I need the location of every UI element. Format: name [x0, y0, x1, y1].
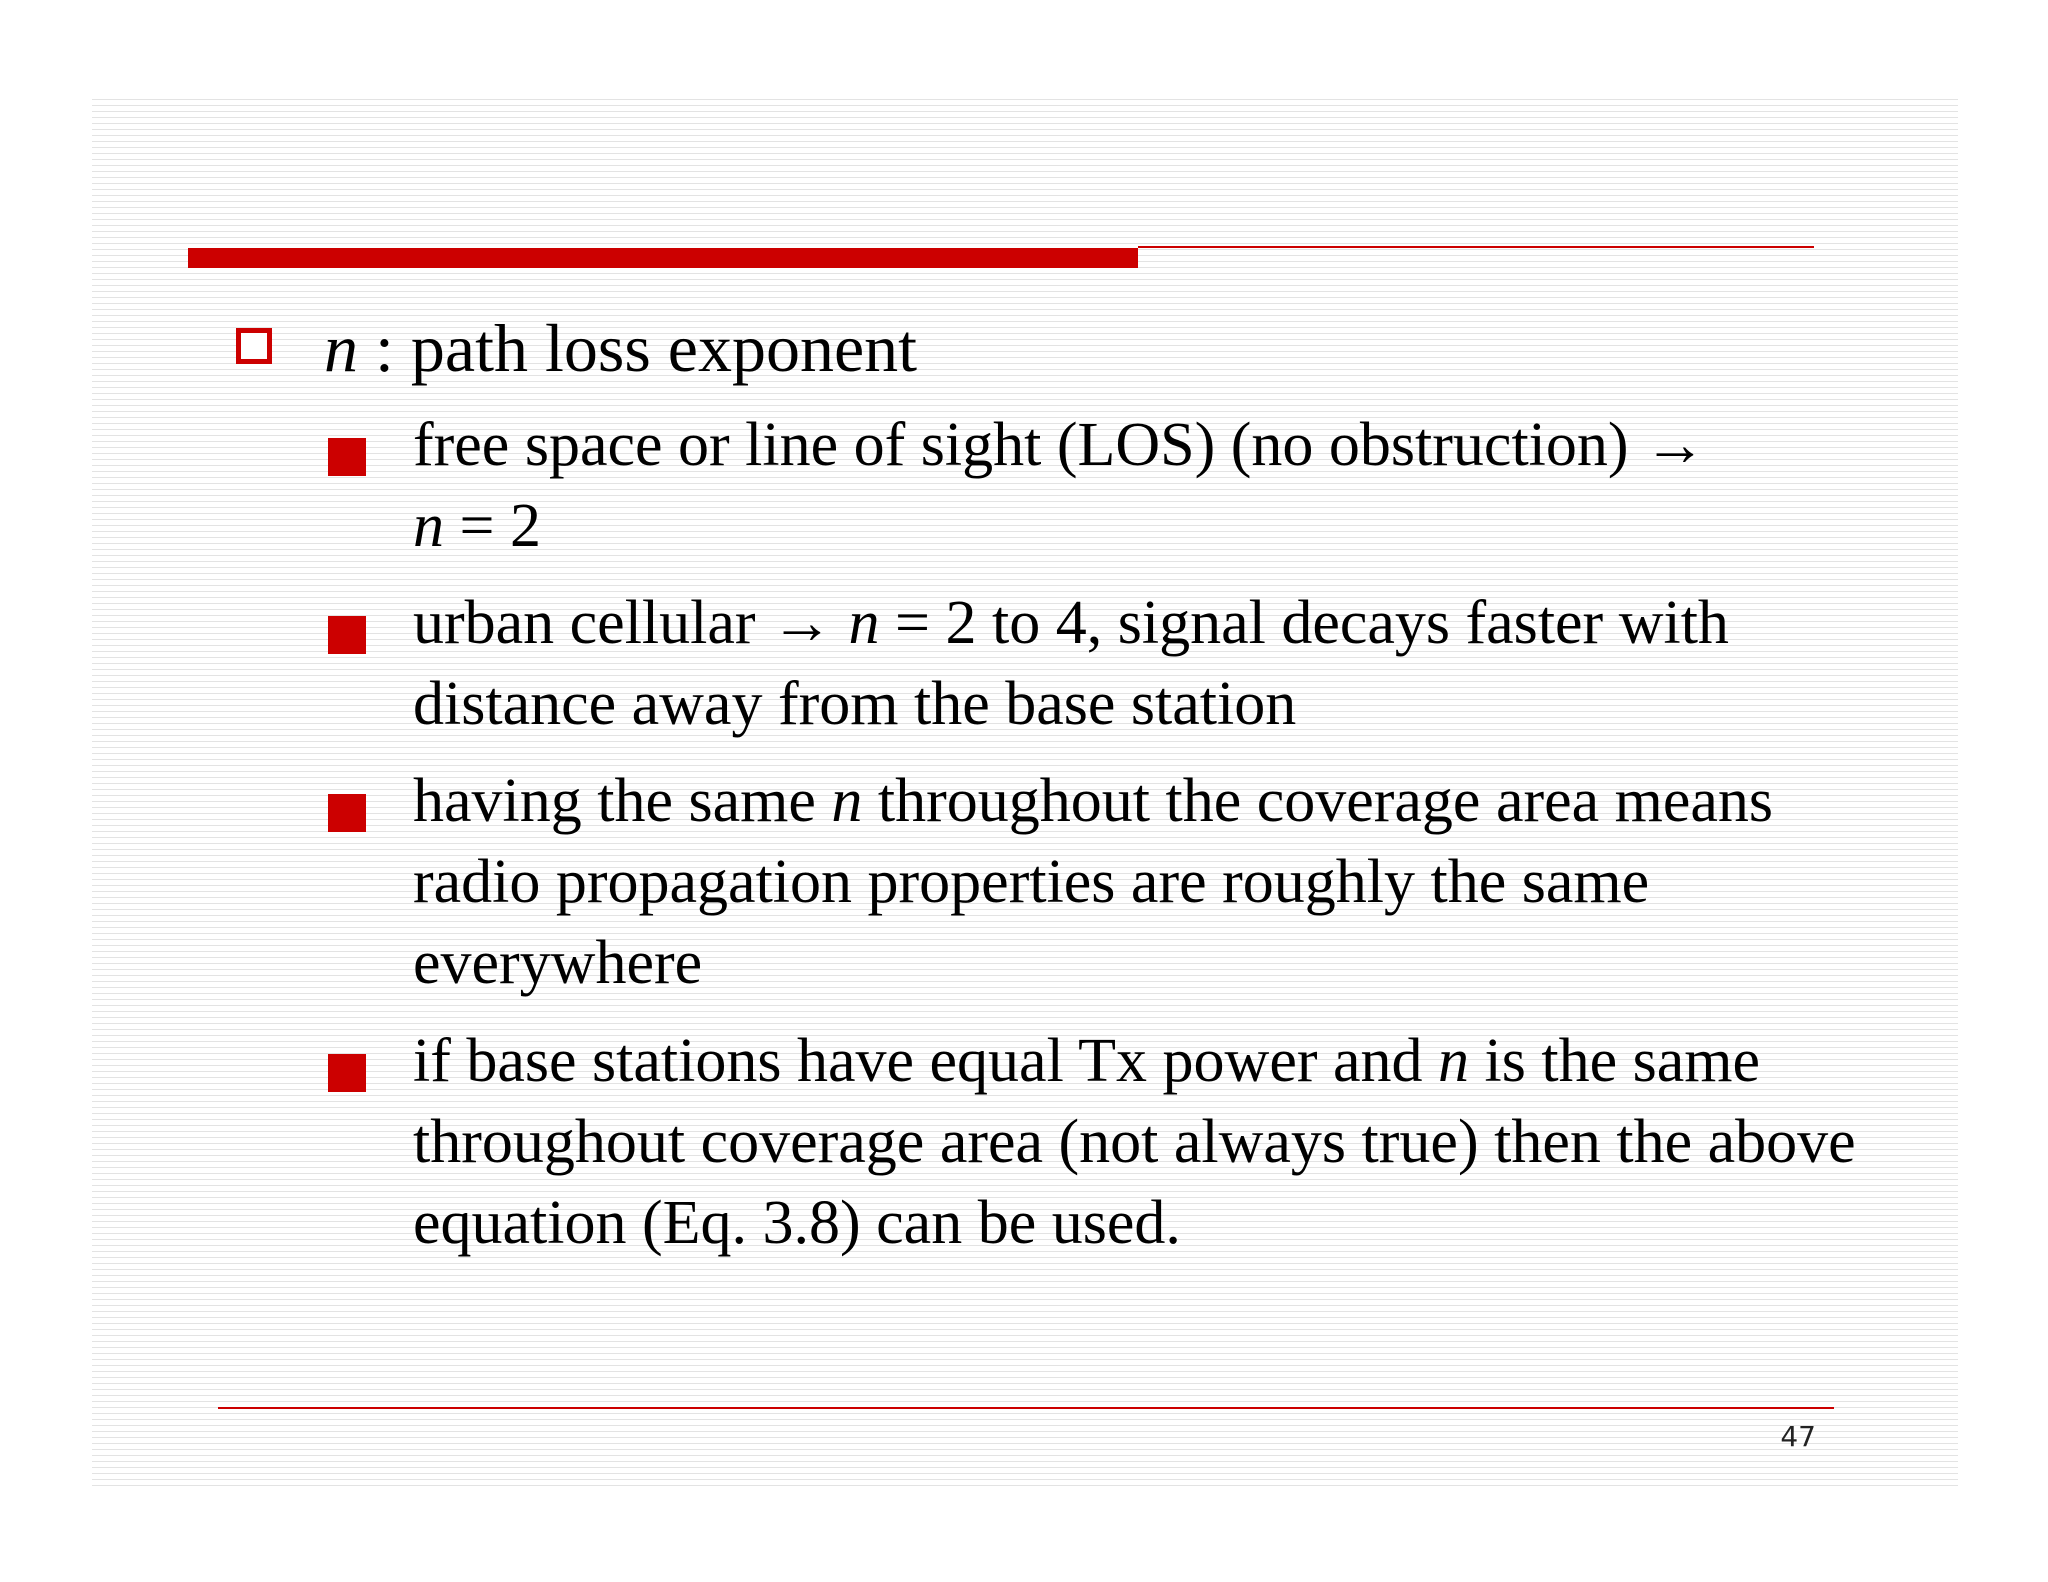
list-item-same-n — [413, 761, 1863, 1004]
item-text: urban cellular → — [413, 589, 849, 657]
footer-divider — [218, 1407, 1834, 1409]
list-item-free-space — [413, 405, 1863, 567]
variable-n: n — [1438, 1027, 1469, 1095]
variable-n: n — [831, 767, 863, 835]
item-text: is the same throughout coverage area (not always true) then the above equation (Eq. 3.8) can be used. — [413, 1027, 1856, 1257]
hollow-square-bullet-icon — [236, 328, 272, 364]
heading-text: : path loss exponent — [358, 310, 918, 386]
item-text: = 2 — [444, 492, 541, 560]
variable-n: n — [413, 492, 444, 560]
item-text: free space or line of sight (LOS) (no obstruction) → — [413, 411, 1707, 479]
slide-content — [92, 96, 1958, 1486]
item-text: throughout the coverage area means radio propagation properties are roughly the same everywhere — [413, 767, 1774, 997]
heading-bullet-text — [324, 308, 917, 388]
filled-square-bullet-icon — [328, 438, 366, 476]
filled-square-bullet-icon — [328, 1054, 366, 1092]
slide-background — [92, 96, 1958, 1486]
list-item-urban-cellular — [413, 583, 1863, 745]
filled-square-bullet-icon — [328, 616, 366, 654]
list-item-equal-tx-power — [413, 1021, 1863, 1264]
item-text: = 2 to 4, signal decays faster with distance away from the base station — [413, 589, 1729, 738]
variable-n: n — [324, 310, 358, 386]
page-number: 47 — [1780, 1420, 1816, 1453]
item-text: if base stations have equal Tx power and — [413, 1027, 1438, 1095]
item-text: having the same — [413, 767, 832, 835]
filled-square-bullet-icon — [328, 794, 366, 832]
variable-n: n — [848, 589, 880, 657]
